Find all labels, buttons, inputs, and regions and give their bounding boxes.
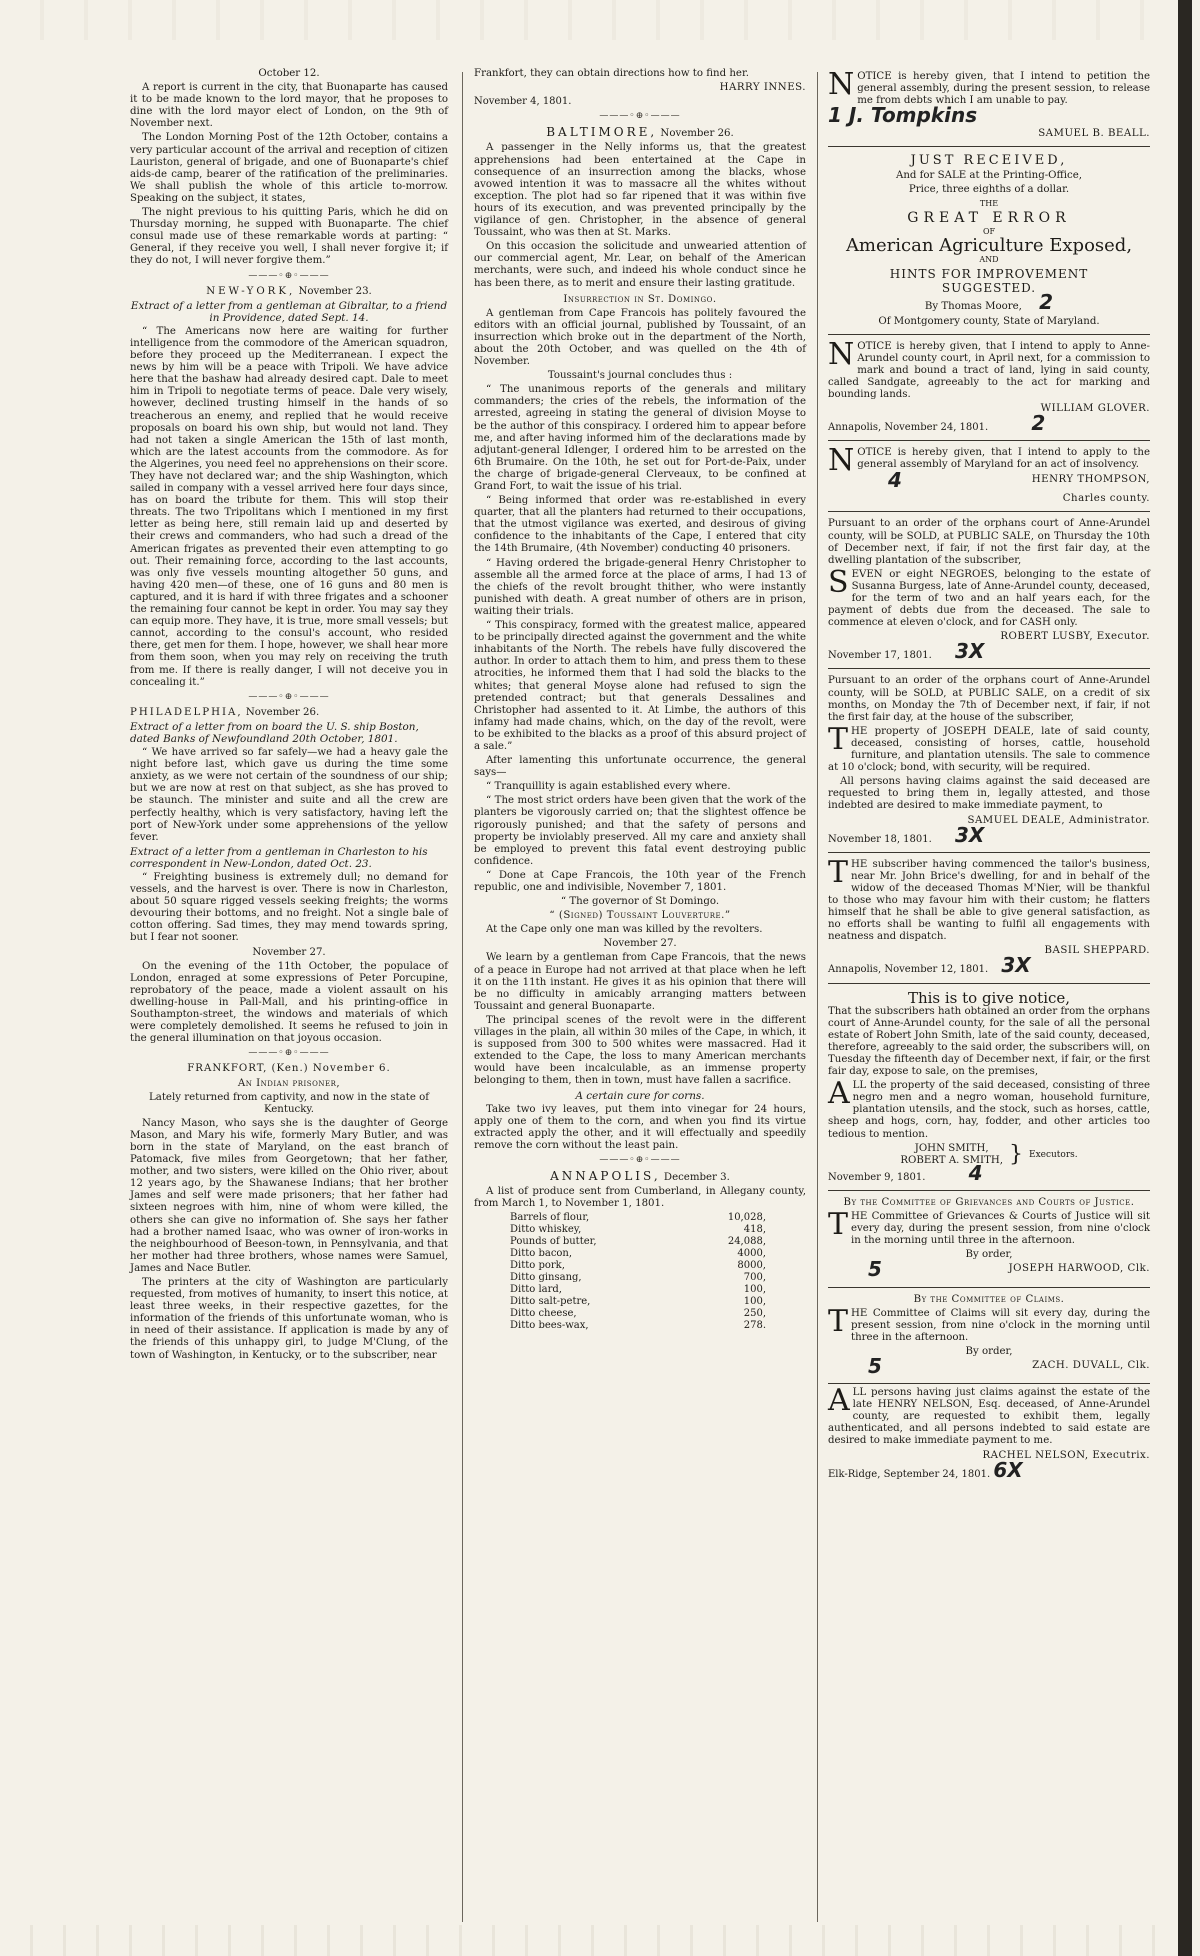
signature: SAMUEL DEALE, Administrator. — [967, 814, 1150, 826]
ad-line: Price, three eighths of a dollar. — [908, 183, 1070, 195]
paragraph: “ Freighting business is extremely dull; no demand for vessels, and the harvest is over. There is now in Charleston, about 50 square rigged vessels seeking freights; the worms devouring their bottoms, and no freight. Not a single bale of cotton offering. Sad times, they may mend towards spring, but I fear not sooner. — [130, 872, 448, 944]
paragraph: “ This conspiracy, formed with the greatest malice, appeared to be principally directed against the government and the white inhabitants of the North. The rebels have fully discovered the author. In order to attach them to him, and press them to these atrocities, he informed them that I had sold the blacks to the whites; that general Moyse alone had refused to sign the pretended contract; but that generals Dessalines and Christopher had assented to it. At Limbe, the authors of this infamy had made chains, which, on the day of the revolt, were to be exhibited to the blacks as a proof of this absurd project of a sale.” — [474, 620, 806, 752]
produce-value: 8000, — [737, 1260, 766, 1272]
subheading: Extract of a letter from on board the U. S. ship Boston, dated Banks of Newfoundland 20th October, 1801. — [130, 720, 419, 745]
section-heading: PHILADELPHIA, November 26. — [130, 706, 320, 718]
produce-value: 100, — [743, 1284, 766, 1296]
section-heading: BALTIMORE, November 26. — [546, 125, 734, 140]
ad-heading: By the Committee of Claims. — [913, 1293, 1065, 1305]
paragraph: On this occasion the solicitude and unwearied attention of our commercial agent, Mr. Lear, on behalf of the American merchants, were such, and indeed his whole conduct since he has been there, as to merit and ensure their lasting gratitude. — [474, 241, 806, 289]
book-title: GREAT ERROR — [907, 209, 1071, 226]
paragraph: Take two ivy leaves, put them into vinegar for 24 hours, apply one of them to the corn, and when you find its virtue extracted apply the other, and it will effectually and speedily remove the corn without the least pain. — [474, 1103, 806, 1151]
book-title: American Agriculture Exposed, — [845, 235, 1133, 257]
paragraph: “ Tranquillity is again established every where. — [486, 781, 731, 793]
paragraph: A report is current in the city, that Buonaparte has caused it to be made known to the lord mayor, that he proposes to dine with the lord mayor elect of London, on the 9th of November next. — [130, 82, 448, 130]
produce-value: 24,088, — [727, 1236, 766, 1248]
drop-cap: S — [828, 564, 849, 600]
paragraph: “ The Americans now here are waiting for further intelligence from the commodore of the American squadron, before they proceed up the Mediterranean. I expect the news by him will be a peace with Tripoli. We have advice here that the bashaw had already desired capt. Dale to meet him in Tripoli to negotiate terms of peace. Dale very wisely, however, declined trusting himself in the hands of so treacherous an enemy, and replied that he would receive proposals on board his own ship, but would not land. They had not taken a single American the 15th of last month, which are the latest accounts from the commodore. As for the Algerines, you need feel no apprehensions on their score. They have not declared war; and the ship Washington, which sailed in company with a vessel arrived here four days since, has on board the tribute for them. This will stop their threats. The two Tripolitans which I mentioned in my first letter as being here, still remain laid up and deserted by their crews and commanders, who had such a dread of the American frigates as prevented their even attempting to go out. Their remaining force, according to the last accounts, was only five vessels mounting altogether 50 guns, and having 420 men—of these, one of 16 guns and 80 men is captured, and it is hard if with three frigates and a schooner the remaining four cannot be kept in order. You may say they can equip more. They have, it is true, more small vessels; but cannot, according to the consul's account, who resided there, get men for them. I hope, however, we shall hear more from them soon, when you may rely on receiving the truth from me. If there is really danger, I will not deceive you in concealing it.” — [130, 325, 448, 688]
signature: 4 HENRY THOMPSON, — [888, 468, 1150, 493]
ad-line: AND — [979, 255, 999, 265]
produce-row — [474, 1248, 806, 1260]
produce-value: 4000, — [737, 1248, 766, 1260]
paragraph: Pursuant to an order of the orphans court of Anne-Arundel county, will be SOLD, at PUBLIC SALE, on Thursday the 10th of December next, if fair, if not the first fair day, at the dwelling plantation of the subscriber, — [828, 518, 1150, 566]
ad-heading: By the Committee of Grievances and Courts of Justice. — [843, 1196, 1135, 1208]
dateline: Elk-Ridge, September 24, 1801. 6X — [828, 1457, 1023, 1482]
paragraph: LL the property of the said deceased, consisting of three negro men and a negro woman, household furniture, plantation utensils, and the stock, such as horses, cattle, sheep and hogs, corn, hay, fodder, and other articles too tedious to mention. — [828, 1080, 1150, 1140]
dateline: November 17, 1801. 3X — [828, 639, 985, 664]
notice-thompson — [828, 444, 1150, 512]
produce-row — [474, 1284, 806, 1296]
paragraph: The London Morning Post of the 12th October, contains a very particular account of the arrival and reception of citizen Lauriston, general of brigade, and one of Buonaparte's chief aids-de camp, bearer of the ratification of the preliminaries. We shall publish the whole of this article to-morrow. Speaking on the subject, it states, — [130, 132, 448, 204]
dateline: November 27. — [603, 938, 677, 950]
paragraph: The night previous to his quitting Paris, which he did on Thursday morning, he supped with Buonaparte. The chief consul made use of these remarkable words at parting: “ General, if they receive you well, I shall never forgive it; if they do not, I will never forgive them.” — [130, 207, 448, 267]
signature: Charles county. — [1062, 493, 1150, 505]
signature: ROBERT LUSBY, Executor. — [1000, 631, 1150, 643]
produce-item: Ditto salt-petre, — [510, 1296, 591, 1308]
signature: 5 JOSEPH HARWOOD, Clk. — [868, 1257, 1150, 1282]
handwritten-mark: 1 J. Tompkins — [828, 103, 978, 128]
column-1 — [130, 68, 448, 1364]
produce-row — [474, 1320, 806, 1332]
page-top-edge — [0, 0, 1170, 40]
drop-cap: T — [828, 721, 849, 757]
column-rule-2 — [817, 72, 818, 1922]
produce-row — [474, 1260, 806, 1272]
paragraph: At the Cape only one man was killed by the revolters. — [486, 924, 763, 936]
produce-row — [474, 1296, 806, 1308]
notice-beall — [828, 68, 1150, 147]
drop-cap: T — [828, 1303, 849, 1339]
ornament-divider: ———◦⊕◦——— — [248, 1048, 330, 1059]
produce-row — [474, 1236, 806, 1248]
paragraph: The printers at the city of Washington are particularly requested, from motives of humanity, to insert this notice, at least three weeks, in their respective gazettes, for the information of the friends of this unfortunate woman, who is in need of their assistance. If application is made by any of the friends of this unhappy girl, to judge M'Clung, of the town of Washington, in Kentucky, or to the subscriber, near — [130, 1277, 448, 1361]
paragraph: “ We have arrived so far safely—we had a heavy gale the night before last, which gave us during the time some anxiety, as we were not certain of the soundness of our ship; but we are now at rest on that subject, as she has proved to be staunch. The minister and suite and all the crew are perfectly healthy, which is very satisfactory, having left the port of New-York under some apprehensions of the yellow fever. — [130, 747, 448, 843]
ornament-divider: ———◦⊕◦——— — [599, 111, 681, 122]
produce-item: Ditto ginsang, — [510, 1272, 582, 1284]
produce-item: Ditto pork, — [510, 1260, 565, 1272]
dateline: November 4, 1801. — [474, 96, 572, 108]
section-heading: A certain cure for corns. — [575, 1089, 705, 1102]
signature: SAMUEL B. BEALL. — [1038, 128, 1150, 140]
produce-table — [474, 1212, 806, 1332]
ad-line: By order, — [965, 1345, 1013, 1357]
paragraph: HE Committee of Grievances & Courts of Justice will sit every day, during the present session, from nine o'clock in the morning until three in the afternoon. — [851, 1211, 1150, 1247]
dateline: November 27. — [252, 946, 326, 958]
ornament-divider: ———◦⊕◦——— — [599, 1154, 681, 1165]
notice-glover — [828, 338, 1150, 442]
paragraph: On the evening of the 11th October, the populace of London, enraged at some expressions of Peter Porcupine, reprobatory of the peace, made a violent assault on his dwelling-house in Pall-Mall, and his printing-office in Southampton-street, the windows and materials of which were completely demolished. It seems he refused to join in the general illumination on that joyous occasion. — [130, 960, 448, 1045]
paragraph: Nancy Mason, who says she is the daughter of George Mason, and Mary his wife, formerly Mary Butler, and was born in the state of Maryland, on the east branch of Patomack, five miles from Georgetown; that her father, mother, and two sisters, were killed on the Ohio river, about 12 years ago, by the Shawanese Indians; that her brother James and self were made prisoners; that her father had sixteen negroes with him, nine of whom were killed, the others she can give no information of. She says her father had a brother named Isaac, who was owner of iron-works in the neighbourhood of Beeson-town, in Pennsylvania, and that her mother had three brothers, whose names were Samuel, James and Nace Butler. — [130, 1117, 448, 1274]
section-heading: ANNAPOLIS, December 3. — [550, 1169, 730, 1184]
drop-cap: N — [828, 67, 855, 102]
signature: HARRY INNES. — [719, 82, 806, 94]
column-rule-1 — [462, 72, 463, 1922]
signature-role: Executors. — [1029, 1149, 1078, 1160]
paragraph: “ Having ordered the brigade-general Henry Christopher to assemble all the armed force at the place of arms, I had 13 of the chiefs of the revolt brought thither, who were instantly punished with death. A great number of others are in prison, waiting their trials. — [474, 557, 806, 617]
notice-lusby — [828, 515, 1150, 669]
page-bottom-edge — [0, 1925, 1170, 1956]
signature: 5 ZACH. DUVALL, Clk. — [868, 1353, 1150, 1378]
column-2 — [474, 68, 806, 1332]
drop-cap: T — [828, 1207, 849, 1243]
produce-value: 278. — [743, 1320, 766, 1332]
subheading: Extract of a letter from a gentleman in Charleston to his correspondent in New-London, dated Oct. 23. — [130, 845, 428, 870]
notice-deale — [828, 672, 1150, 852]
produce-value: 418, — [743, 1224, 766, 1236]
section-heading: NEW-YORK, November 23. — [206, 285, 372, 297]
drop-cap: N — [828, 336, 855, 372]
ad-heading: JUST RECEIVED, — [910, 153, 1068, 169]
produce-item: Ditto bacon, — [510, 1248, 573, 1260]
produce-value: 100, — [743, 1296, 766, 1308]
drop-cap: A — [828, 1076, 850, 1112]
paragraph: HE Committee of Claims will sit every day, during the present session, from nine o'clock in the morning until three in the afternoon. — [851, 1307, 1150, 1343]
signature: “ The governor of St Domingo. — [560, 896, 720, 908]
notice-sheppard — [828, 856, 1150, 984]
paragraph: HE subscriber having commenced the tailor's business, near Mr. John Brice's dwelling, for and in behalf of the widow of the deceased Thomas M'Nier, will be thankful to those who may favour him with their custom; he flatters himself that he shall be able to give general satisfaction, as no efforts shall be wanting to fulfil all engagements with neatness and dispatch. — [828, 858, 1150, 943]
paragraph: Frankfort, they can obtain directions how to find her. — [474, 68, 749, 79]
ad-line: By order, — [965, 1249, 1013, 1261]
signature: BASIL SHEPPARD. — [1044, 945, 1150, 957]
produce-item: Barrels of flour, — [510, 1212, 590, 1224]
page-binding-edge — [1178, 0, 1192, 1956]
ad-just-received — [828, 150, 1150, 334]
column-3 — [828, 68, 1150, 1483]
notice-grievances — [828, 1194, 1150, 1288]
dateline: Annapolis, November 12, 1801. 3X — [828, 953, 1031, 978]
paragraph: OTICE is hereby given, that I intend to apply to Anne-Arundel county court, in April next, for a commission to mark and bound a tract of land, lying in said county, called Sandgate, agreeably to the act for marking and bounding lands. — [828, 340, 1150, 400]
dateline: Annapolis, November 24, 1801. 2 — [828, 411, 1046, 436]
produce-row — [474, 1308, 806, 1320]
signature: RACHEL NELSON, Executrix. — [982, 1449, 1150, 1461]
paragraph: “ Being informed that order was re-established in every quarter, that all the planters had returned to their occupations, that the utmost vigilance was exerted, and desirous of giving confidence to the inhabitants of the Cape, I entered that city the 14th Brumaire, (4th November) conducting 40 prisoners. — [474, 495, 806, 555]
ad-line: OF — [982, 226, 996, 236]
ad-line: THE — [979, 198, 999, 208]
produce-row — [474, 1272, 806, 1284]
notice-smith — [828, 987, 1150, 1191]
paragraph: After lamenting this unfortunate occurrence, the general says— — [474, 755, 806, 779]
signature: WILLIAM GLOVER. — [1040, 403, 1150, 415]
produce-row — [474, 1224, 806, 1236]
dateline: November 18, 1801. 3X — [828, 822, 985, 847]
produce-item: Ditto lard, — [510, 1284, 562, 1296]
paragraph: Toussaint's journal concludes thus : — [547, 370, 733, 382]
produce-item: Pounds of butter, — [510, 1236, 597, 1248]
signature: ROBERT A. SMITH, — [900, 1154, 1003, 1166]
paragraph: Pursuant to an order of the orphans court of Anne-Arundel county, will be SOLD, at PUBLIC SALE, on a credit of six months, on Monday the 7th of December next, if fair, if not the first fair day, at the house of the subscriber, — [828, 675, 1150, 723]
subheading: An Indian prisoner, — [237, 1077, 341, 1089]
section-heading: FRANKFORT, (Ken.) November 6. — [187, 1063, 391, 1075]
book-title: HINTS FOR IMPROVEMENT — [889, 267, 1089, 282]
paragraph: OTICE is hereby given, that I intend to petition the general assembly, during the present session, to release me from debts which I am unable to pay. — [857, 71, 1150, 107]
paragraph: A gentleman from Cape Francois has politely favoured the editors with an official journal, published by Toussaint, of an insurrection which broke out in the department of the North, about the 20th October, and was quelled on the 4th of November. — [474, 307, 806, 368]
paragraph: All persons having claims against the said deceased are requested to bring them in, legally attested, and those indebted are desired to make immediate payment, to — [828, 776, 1150, 812]
paragraph: “ The most strict orders have been given that the work of the planters be vigorously carried on; that the slightest offence be rigorously punished; and that the safety of persons and property be inviolably preserved. All my care and anxiety shall be employed to prevent this fatal event destroying public confidence. — [474, 795, 806, 867]
signature-block — [828, 1143, 1150, 1167]
paragraph: EVEN or eight NEGROES, belonging to the estate of Susanna Burgess, late of Anne-Arundel county, deceased, for the term of two and an half years each, for the payment of debts due from the deceased. The sale to commence at eleven o'clock, and for CASH only. — [828, 568, 1150, 629]
paragraph: “ The unanimous reports of the generals and military commanders; the cries of the rebels, the information of the arrested, agreeing in stating the general of division Moyse to be the author of this conspiracy. I ordered him to appear before me, and after having informed him of the declarations made by adjutant-general Idlenger, I ordered him to be arrested on the 6th Brumaire. On the 10th, he set out for Port-de-Paix, under the charge of brigade-general Clerveaux, to be confined at Grand Fort, to wait the issue of his trial. — [474, 384, 806, 492]
produce-value: 10,028, — [727, 1212, 766, 1224]
book-title: SUGGESTED. — [941, 281, 1037, 296]
signature: JOHN SMITH, — [914, 1142, 989, 1154]
signature: “ (Signed) Toussaint Louverture.” — [549, 910, 731, 922]
produce-row — [474, 1212, 806, 1224]
notice-claims — [828, 1291, 1150, 1385]
paragraph: The principal scenes of the revolt were in the different villages in the plain, all within 30 miles of the Cape, in which, it is supposed from 300 to 500 whites were massacred. Had it extended to the Cape, the loss to many American merchants would have been incalculable, as an immense property belonging to them, then in town, must have fallen a sacrifice. — [474, 1014, 806, 1087]
paragraph: We learn by a gentleman from Cape Francois, that the news of a peace in Europe had not arrived at that place when he left it on the 11th instant. He gives it as his opinion that there will be no difficulty in amicably arranging matters between Toussaint and general Buonaparte. — [474, 952, 806, 1012]
paragraph: A list of produce sent from Cumberland, in Allegany county, from March 1, to November 1, 1801. — [474, 1186, 806, 1210]
subheading: Lately returned from captivity, and now in the state of Kentucky. — [149, 1091, 429, 1115]
dateline: November 9, 1801. 4 — [828, 1160, 983, 1185]
produce-item: Ditto whiskey, — [510, 1224, 582, 1236]
paragraph: That the subscribers hath obtained an order from the orphans court of Anne-Arundel county, for the sale of all the personal estate of Robert John Smith, late of the said county, deceased, therefore, agreeably to the said order, the subscribers will, on Tuesday the fifteenth day of December next, if fair, or the first fair day, expose to sale, on the premises, — [828, 1005, 1150, 1078]
ad-heading: This is to give notice, — [907, 988, 1071, 1007]
section-heading: Insurrection in St. Domingo. — [563, 293, 717, 305]
drop-cap: T — [828, 854, 849, 890]
notice-nelson — [828, 1383, 1150, 1482]
produce-item: Ditto cheese, — [510, 1308, 577, 1320]
drop-cap: A — [828, 1383, 850, 1419]
paragraph: OTICE is hereby given, that I intend to apply to the general assembly of Maryland for an act of insolvency. — [857, 447, 1150, 471]
drop-cap: N — [828, 443, 855, 479]
brace: } — [1009, 1141, 1023, 1167]
produce-item: Ditto bees-wax, — [510, 1320, 589, 1332]
ad-line: Of Montgomery county, State of Maryland. — [878, 315, 1100, 327]
subheading: Extract of a letter from a gentleman at Gibraltar, to a friend in Providence, dated Sept. 14. — [130, 299, 448, 324]
ad-line: By Thomas Moore, 2 — [924, 290, 1054, 315]
paragraph: LL persons having just claims against the estate of the late HENRY NELSON, Esq. deceased, of Anne-Arundel county, are requested to exhibit them, legally authenticated, and all persons indebted to said estate are desired to make immediate payment to me. — [828, 1387, 1150, 1447]
ad-line: And for SALE at the Printing-Office, — [895, 169, 1083, 181]
produce-value: 250, — [743, 1308, 766, 1320]
paragraph: “ Done at Cape Francois, the 10th year of the French republic, one and indivisible, November 7, 1801. — [474, 869, 806, 893]
dateline: October 12. — [258, 68, 320, 79]
ornament-divider: ———◦⊕◦——— — [248, 270, 330, 281]
ornament-divider: ———◦⊕◦——— — [248, 691, 330, 702]
paragraph: A passenger in the Nelly informs us, that the greatest apprehensions had been entertained at the Cape in consequence of an insurrection among the blacks, whose avowed intention it was to massacre all the whites without exception. The plot had so far ripened that it was within five hours of its execution, and was prevented principally by the vigilance of gen. Christopher, in the absence of general Toussaint, who was then at St. Marks. — [474, 142, 806, 239]
produce-value: 700, — [743, 1272, 766, 1284]
paragraph: HE property of JOSEPH DEALE, late of said county, deceased, consisting of horses, cattle, household furniture, and plantation utensils. The sale to commence at 10 o'clock; bond, with security, will be required. — [828, 725, 1150, 774]
